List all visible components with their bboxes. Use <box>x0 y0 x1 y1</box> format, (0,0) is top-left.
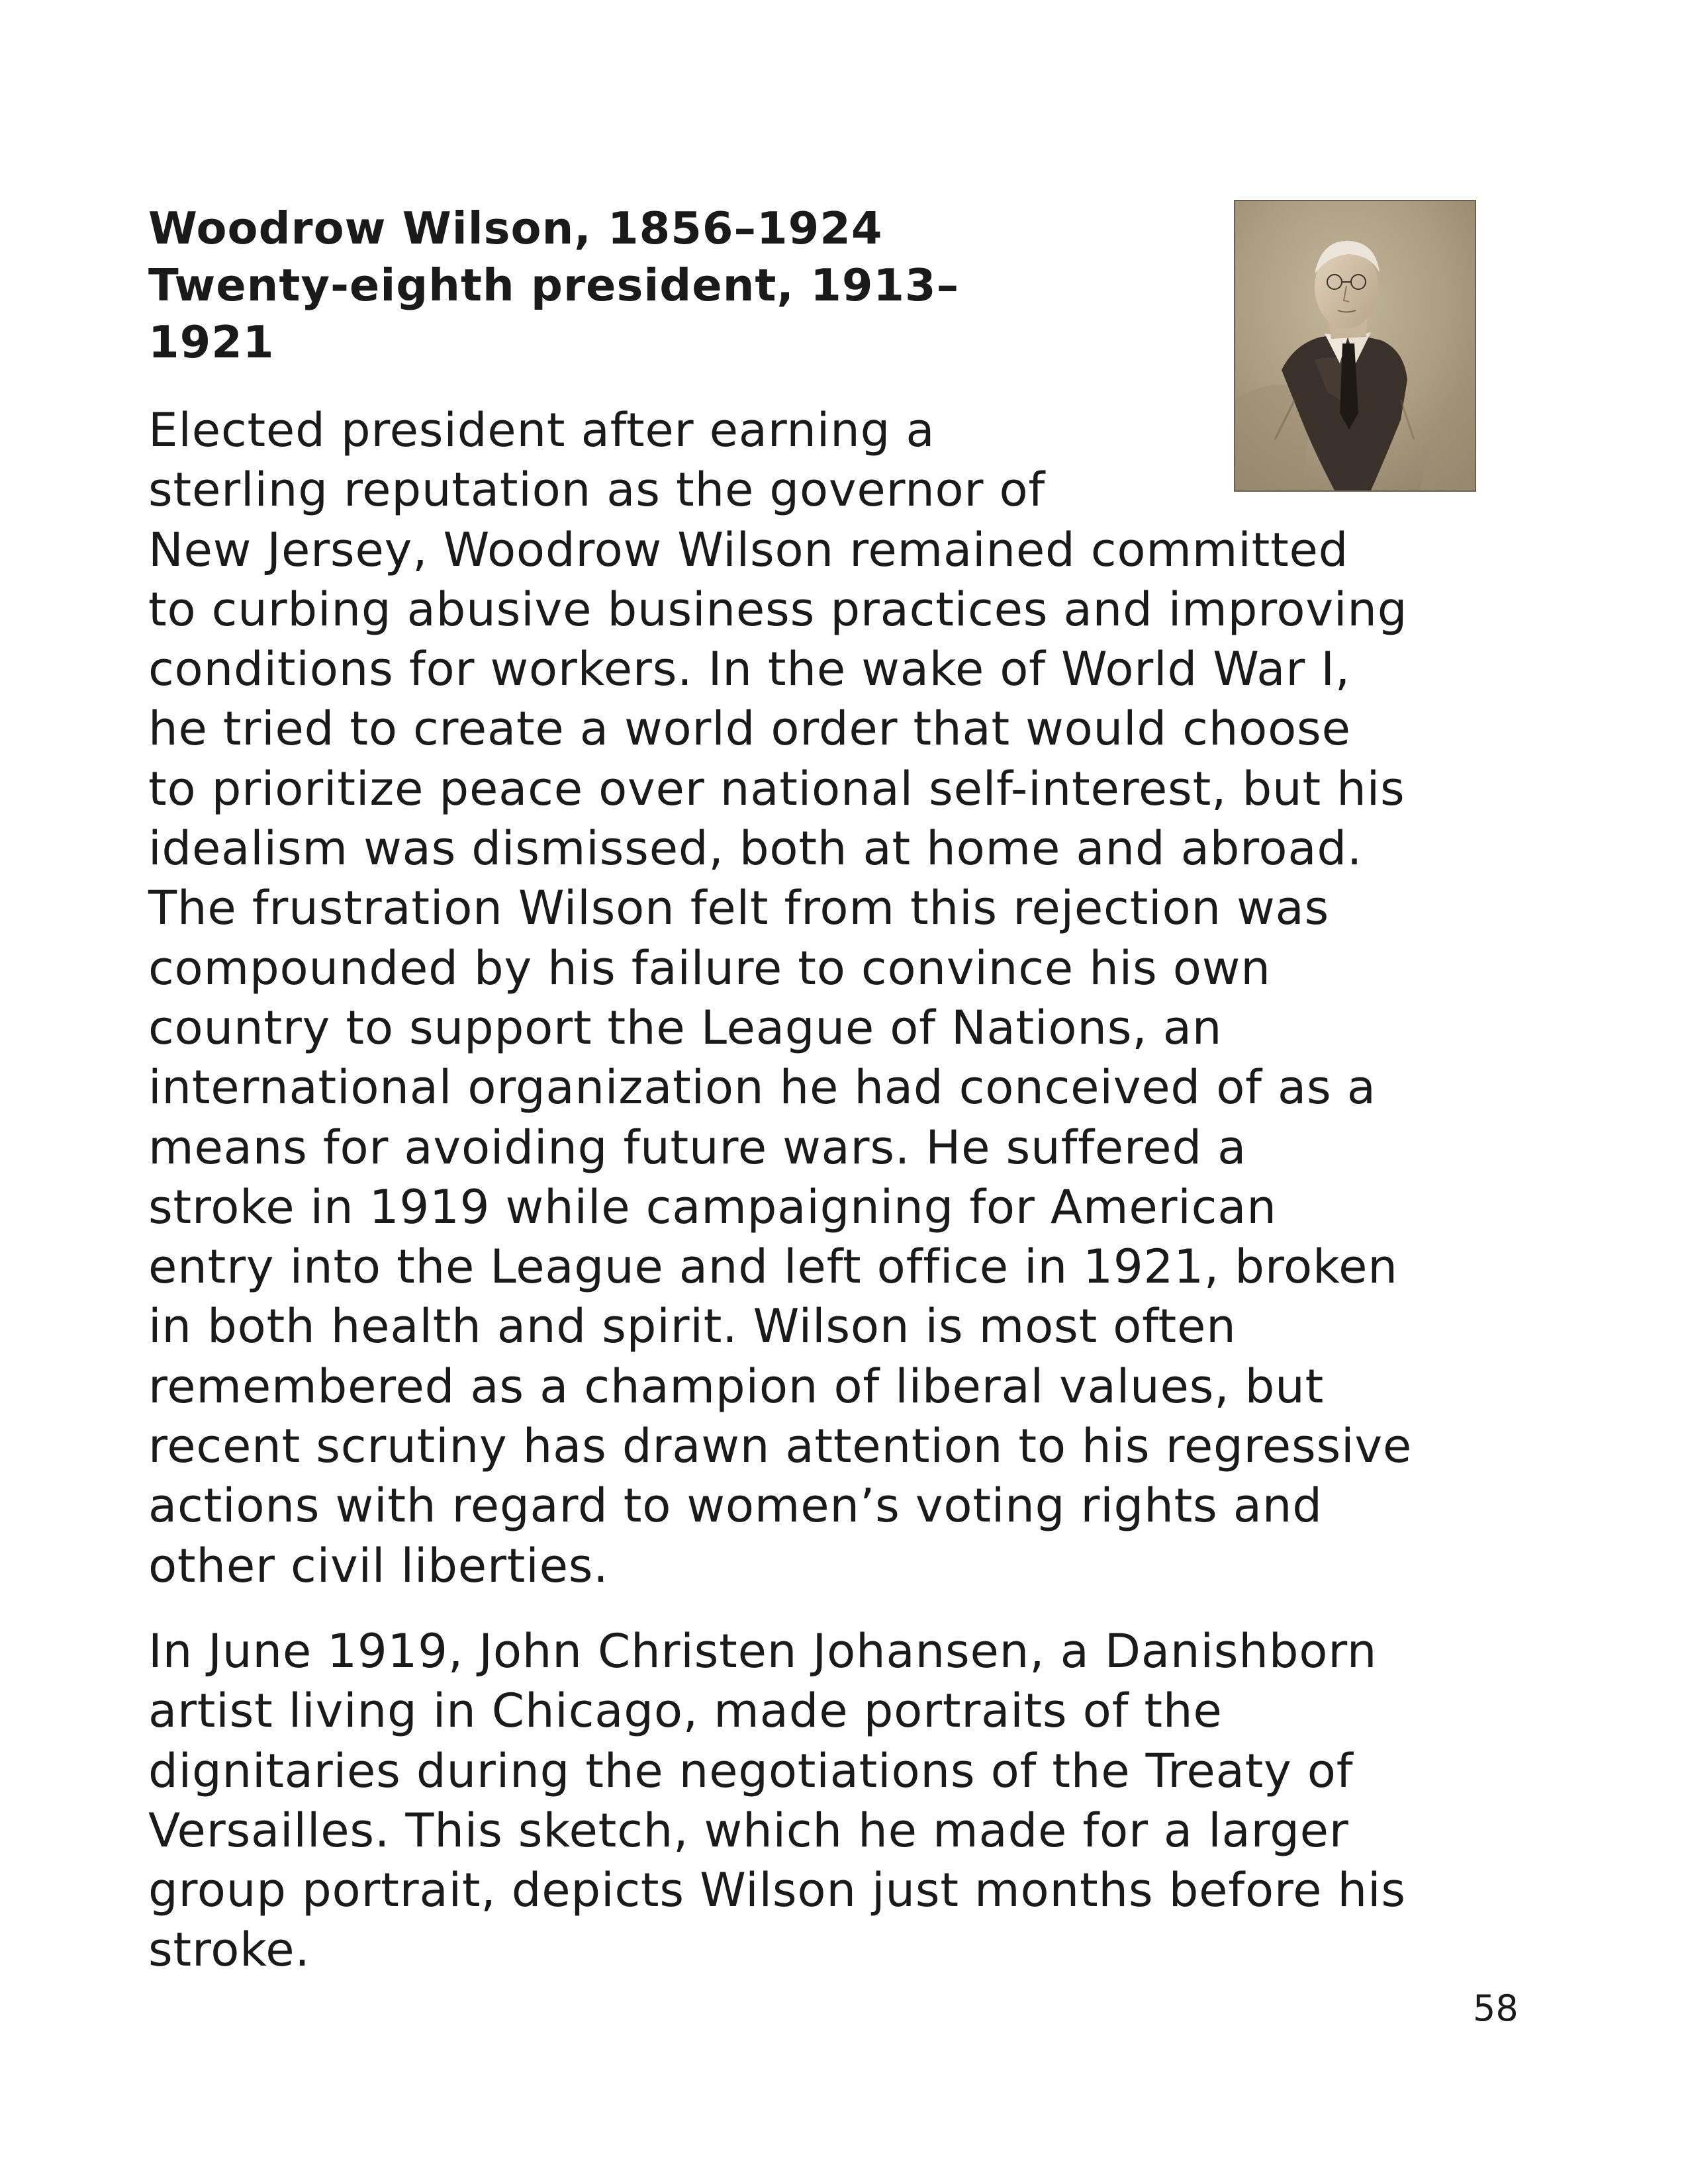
portrait-description-paragraph <box>148 1621 1565 1980</box>
text-line: artist living in Chicago, made portraits of the <box>148 1684 1223 1739</box>
text-line: to prioritize peace over national self-interest, but his <box>148 761 1405 816</box>
text-line: to curbing abusive business practices and improving <box>148 582 1408 637</box>
title-line-name-dates: Woodrow Wilson, 1856–1924 <box>148 203 883 254</box>
text-line: other civil liberties. <box>148 1538 609 1593</box>
text-line: sterling reputation as the governor of <box>148 463 1046 518</box>
text-line: compounded by his failure to convince his own <box>148 940 1271 995</box>
text-line: in both health and spirit. Wilson is most often <box>148 1299 1237 1354</box>
text-line: recent scrutiny has drawn attention to his regressive <box>148 1419 1413 1474</box>
text-line: stroke in 1919 while campaigning for American <box>148 1179 1277 1234</box>
text-line: idealism was dismissed, both at home and abroad. <box>148 821 1363 876</box>
text-line: In June 1919, John Christen Johansen, a Danishborn <box>148 1624 1378 1678</box>
text-line: means for avoiding future wars. He suffered a <box>148 1120 1247 1175</box>
title-line-office: Twenty-eighth president, 1913– <box>148 259 960 311</box>
text-line: actions with regard to women’s voting rights and <box>148 1479 1323 1533</box>
text-line: group portrait, depicts Wilson just months before his <box>148 1863 1406 1918</box>
text-line: entry into the League and left office in 1921, broken <box>148 1240 1398 1295</box>
text-line: The frustration Wilson felt from this rejection was <box>148 881 1330 936</box>
text-line: country to support the League of Nations, an <box>148 1000 1223 1055</box>
page-title <box>148 200 1121 371</box>
text-line: he tried to create a world order that would choose <box>148 702 1351 756</box>
text-line: stroke. <box>148 1923 310 1978</box>
page-number: 58 <box>1473 1987 1519 2029</box>
text-line: dignitaries during the negotiations of the Treaty of <box>148 1743 1354 1798</box>
text-line: Versailles. This sketch, which he made for a larger <box>148 1803 1349 1858</box>
title-line-office-end: 1921 <box>148 316 275 368</box>
text-line: remembered as a champion of liberal values, but <box>148 1359 1325 1414</box>
text-line: international organization he had conceived of as a <box>148 1060 1376 1115</box>
text-line: New Jersey, Woodrow Wilson remained committed <box>148 522 1349 577</box>
text-line: conditions for workers. In the wake of World War I, <box>148 642 1351 697</box>
biography-paragraph <box>148 400 1565 1596</box>
text-line: Elected president after earning a <box>148 403 935 457</box>
